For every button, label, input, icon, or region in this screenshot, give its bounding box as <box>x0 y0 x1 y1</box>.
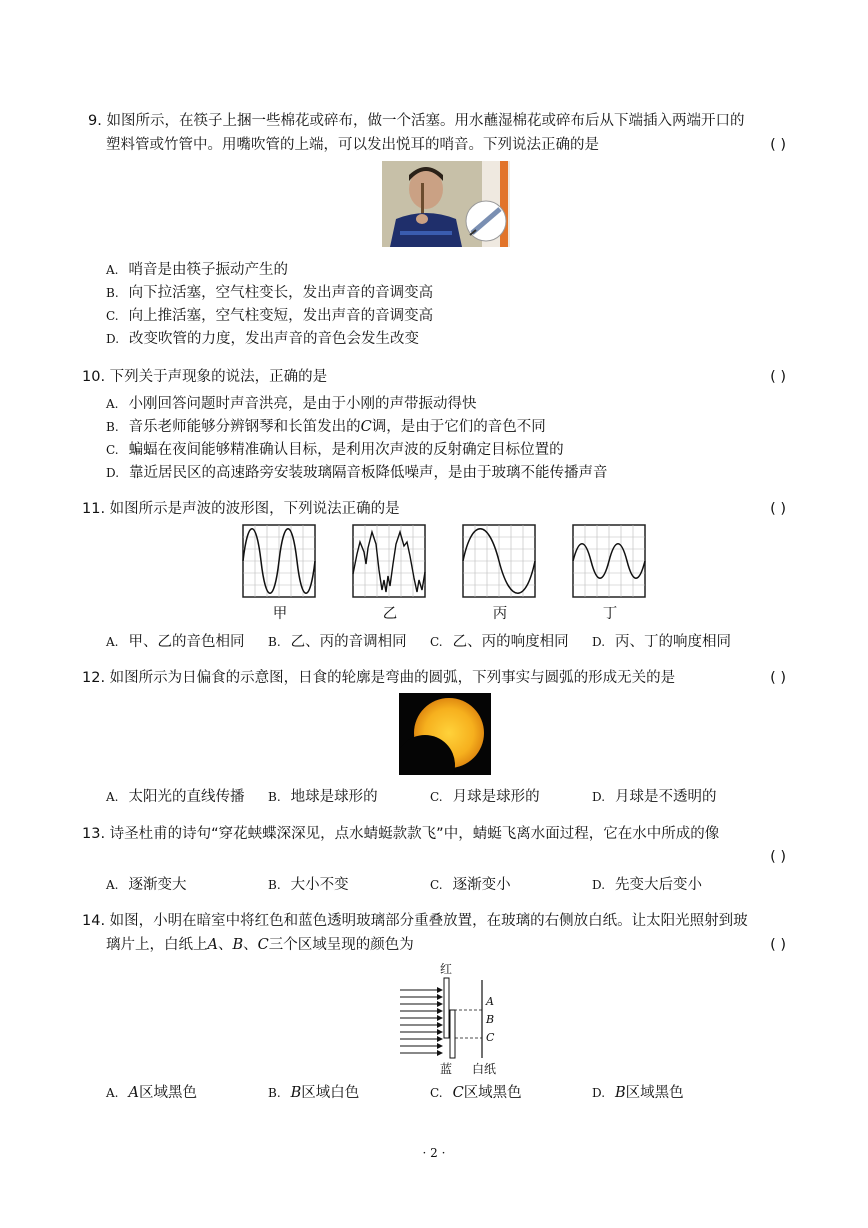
q11-stem: 11. 如图所示是声波的波形图，下列说法正确的是 <box>82 501 400 517</box>
wave-jia-graph <box>242 524 316 598</box>
wave-label-bing: 丙 <box>492 606 508 622</box>
q14-option-d[interactable]: D. B区域黑色 <box>592 1085 684 1101</box>
wave-ding-graph <box>572 524 646 598</box>
q12-option-c[interactable]: C. 月球是球形的 <box>430 789 540 805</box>
q14-option-c[interactable]: C. C区域黑色 <box>430 1085 522 1101</box>
q11-answer-paren: ( ) <box>770 501 786 517</box>
q12-option-a[interactable]: A. 太阳光的直线传播 <box>106 789 245 805</box>
wave-label-jia: 甲 <box>272 606 288 622</box>
q9-answer-paren: ( ) <box>770 137 786 153</box>
q11-option-a[interactable]: A. 甲、乙的音色相同 <box>106 634 245 650</box>
label-region-b: B <box>486 1013 495 1026</box>
q12-answer-paren: ( ) <box>770 670 786 686</box>
q9-option-d[interactable]: D. 改变吹管的力度，发出声音的音色会发生改变 <box>106 331 420 347</box>
label-red-glass: 红 <box>440 962 453 976</box>
q13-stem: 13. 诗圣杜甫的诗句“穿花蛱蝶深深见，点水蜻蜓款款飞”中，蜻蜓飞离水面过程，它在水中所成的像 <box>82 826 720 842</box>
wave-label-ding: 丁 <box>602 606 618 622</box>
q13-option-c[interactable]: C. 逐渐变小 <box>430 877 511 893</box>
q14-stem-line2: 璃片上，白纸上A、B、C三个区域呈现的颜色为 <box>106 937 414 953</box>
q9-option-c[interactable]: C. 向上推活塞，空气柱变短，发出声音的音调变高 <box>106 308 434 324</box>
q9-option-a[interactable]: A. 哨音是由筷子振动产生的 <box>106 262 288 278</box>
q13-option-a[interactable]: A. 逐渐变大 <box>106 877 187 893</box>
label-white-paper: 白纸 <box>472 1062 497 1076</box>
wave-bing-graph <box>462 524 536 598</box>
wave-label-yi: 乙 <box>382 606 398 622</box>
q11-option-c[interactable]: C. 乙、丙的响度相同 <box>430 634 569 650</box>
q11-option-b[interactable]: B. 乙、丙的音调相同 <box>268 634 407 650</box>
q9-stem-line1: 9. 如图所示，在筷子上捆一些棉花或碎布，做一个活塞。用水蘸湿棉花或碎布后从下端插入两端开口的 <box>88 113 745 129</box>
q14-option-a[interactable]: A. A区域黑色 <box>106 1085 197 1101</box>
q13-answer-paren: ( ) <box>770 849 786 865</box>
label-blue-glass: 蓝 <box>440 1062 453 1076</box>
q14-answer-paren: ( ) <box>770 937 786 953</box>
q10-option-c[interactable]: C. 蝙蝠在夜间能够精准确认目标，是利用次声波的反射确定目标位置的 <box>106 442 564 458</box>
partial-solar-eclipse-image <box>399 693 491 775</box>
q14-option-b[interactable]: B. B区域白色 <box>268 1085 360 1101</box>
q11-option-d[interactable]: D. 丙、丁的响度相同 <box>592 634 732 650</box>
label-region-a: A <box>486 995 494 1008</box>
q10-option-d[interactable]: D. 靠近居民区的高速路旁安装玻璃隔音板降低噪声，是由于玻璃不能传播声音 <box>106 465 608 481</box>
q9-whistle-photo <box>382 161 510 247</box>
q14-stem-line1: 14. 如图，小明在暗室中将红色和蓝色透明玻璃部分重叠放置，在玻璃的右侧放白纸。让太阳光照射到玻 <box>82 913 748 929</box>
q12-option-d[interactable]: D. 月球是不透明的 <box>592 789 717 805</box>
q10-option-b[interactable]: B. 音乐老师能够分辨钢琴和长笛发出的C调，是由于它们的音色不同 <box>106 419 546 435</box>
wave-yi-graph <box>352 524 426 598</box>
q12-stem: 12. 如图所示为日偏食的示意图，日食的轮廓是弯曲的圆弧，下列事实与圆弧的形成无关的是 <box>82 670 676 686</box>
q12-option-b[interactable]: B. 地球是球形的 <box>268 789 378 805</box>
q10-stem: 10. 下列关于声现象的说法，正确的是 <box>82 369 328 385</box>
label-region-c: C <box>486 1031 495 1044</box>
q10-answer-paren: ( ) <box>770 369 786 385</box>
q13-option-d[interactable]: D. 先变大后变小 <box>592 877 703 893</box>
q10-option-a[interactable]: A. 小刚回答问题时声音洪亮，是由于小刚的声带振动得快 <box>106 396 477 412</box>
q9-option-b[interactable]: B. 向下拉活塞，空气柱变长，发出声音的音调变高 <box>106 285 434 301</box>
page-number: · 2 · <box>422 1146 446 1160</box>
q13-option-b[interactable]: B. 大小不变 <box>268 877 349 893</box>
q9-stem-line2: 塑料管或竹管中。用嘴吹管的上端，可以发出悦耳的哨音。下列说法正确的是 <box>106 137 599 153</box>
